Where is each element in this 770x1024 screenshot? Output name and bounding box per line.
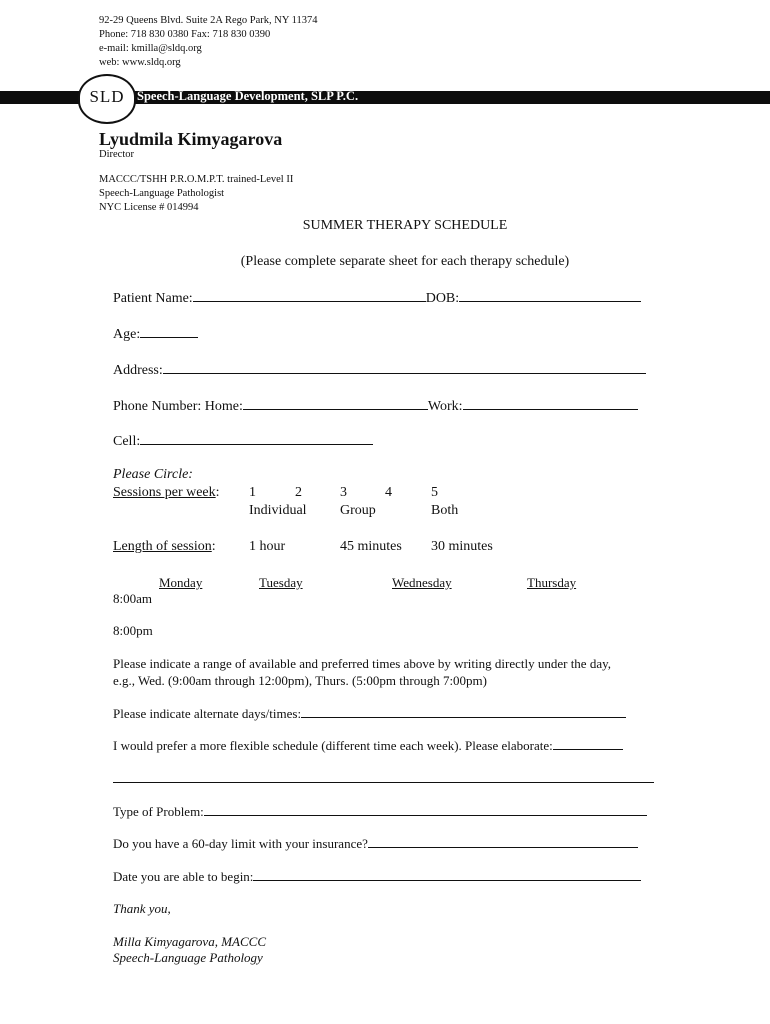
work-field[interactable] xyxy=(463,397,638,410)
day-monday: Monday xyxy=(159,575,203,590)
length-colon: : xyxy=(211,539,216,554)
cell-label: Cell: xyxy=(113,434,141,449)
director-title: Director xyxy=(99,149,134,160)
instructions-line-2: e.g., Wed. (9:00am through 12:00pm), Thurs. (5:00pm through 7:00pm) xyxy=(113,673,487,688)
day-wednesday: Wednesday xyxy=(392,575,452,590)
form-subtitle: (Please complete separate sheet for each therapy schedule) xyxy=(240,254,570,269)
address-label: Address: xyxy=(113,363,163,378)
type-group[interactable]: Group xyxy=(340,503,376,518)
session-option-4[interactable]: 4 xyxy=(385,485,392,500)
credential-2: Speech-Language Pathologist xyxy=(99,188,225,199)
address-row xyxy=(113,361,646,379)
alternate-field[interactable] xyxy=(301,705,626,718)
begin-field[interactable] xyxy=(253,868,641,881)
length-option-1-hour[interactable]: 1 hour xyxy=(249,539,286,554)
age-row xyxy=(113,325,198,343)
credential-1: MACCC/TSHH P.R.O.M.P.T. trained-Level II xyxy=(99,174,294,185)
email-line: e-mail: kmilla@sldq.org xyxy=(99,43,202,54)
problem-field[interactable] xyxy=(204,803,647,816)
dob-label: DOB: xyxy=(425,291,460,306)
session-option-3[interactable]: 3 xyxy=(340,485,347,500)
flexible-row xyxy=(113,737,623,754)
phone-fax-line: Phone: 718 830 0380 Fax: 718 830 0390 xyxy=(99,29,271,40)
session-option-2[interactable]: 2 xyxy=(295,485,302,500)
time-end: 8:00pm xyxy=(113,623,153,638)
type-both[interactable]: Both xyxy=(431,503,459,518)
session-option-5[interactable]: 5 xyxy=(431,485,438,500)
form-title: SUMMER THERAPY SCHEDULE xyxy=(302,218,508,233)
instructions-line-1: Please indicate a range of available and preferred times above by writing directly under the day, xyxy=(113,656,612,671)
cell-field[interactable] xyxy=(140,432,373,445)
type-individual[interactable]: Individual xyxy=(249,503,307,518)
length-option-45-min[interactable]: 45 minutes xyxy=(340,539,402,554)
sessions-label: Sessions per week xyxy=(113,485,216,500)
session-option-1[interactable]: 1 xyxy=(249,485,256,500)
phone-home-field[interactable] xyxy=(243,397,428,410)
problem-row xyxy=(113,803,647,820)
company-name: Speech-Language Development, SLP P.C. xyxy=(137,89,359,103)
patient-name-label: Patient Name: xyxy=(113,291,193,306)
sessions-colon: : xyxy=(215,485,220,500)
web-line: web: www.sldq.org xyxy=(99,57,181,68)
phone-home-label: Phone Number: Home: xyxy=(113,399,243,414)
director-name: Lyudmila Kimyagarova xyxy=(99,129,283,149)
sessions-label-group xyxy=(113,485,220,501)
alternate-label: Please indicate alternate days/times: xyxy=(113,706,302,721)
length-label-group xyxy=(113,539,216,555)
day-tuesday: Tuesday xyxy=(259,575,303,590)
patient-name-row xyxy=(113,289,641,307)
address-field[interactable] xyxy=(163,361,646,374)
insurance-row xyxy=(113,835,638,852)
length-label: Length of session xyxy=(113,539,212,554)
alternate-row xyxy=(113,705,626,722)
age-field[interactable] xyxy=(140,325,198,338)
please-circle-label: Please Circle: xyxy=(113,467,193,482)
length-option-30-min[interactable]: 30 minutes xyxy=(431,539,493,554)
insurance-label: Do you have a 60-day limit with your insurance? xyxy=(113,836,368,851)
thank-you: Thank you, xyxy=(113,901,171,916)
begin-label: Date you are able to begin: xyxy=(113,869,254,884)
time-start: 8:00am xyxy=(113,591,152,606)
signature-title: Speech-Language Pathology xyxy=(113,950,263,965)
work-label: Work: xyxy=(427,399,463,414)
logo-text: SLD xyxy=(89,87,125,106)
flexible-field[interactable] xyxy=(553,737,623,750)
insurance-field[interactable] xyxy=(368,835,638,848)
sld-logo xyxy=(78,74,136,124)
flexible-label: I would prefer a more flexible schedule (different time each week). Please elaborate: xyxy=(113,738,553,753)
flexible-field-line-2[interactable] xyxy=(113,770,654,783)
signature-name: Milla Kimyagarova, MACCC xyxy=(113,934,266,949)
address-line: 92-29 Queens Blvd. Suite 2A Rego Park, NY 11374 xyxy=(99,15,318,26)
dob-field[interactable] xyxy=(459,289,641,302)
age-label: Age: xyxy=(113,327,141,342)
cell-row xyxy=(113,432,373,450)
patient-name-field[interactable] xyxy=(193,289,426,302)
problem-label: Type of Problem: xyxy=(113,804,204,819)
begin-row xyxy=(113,868,641,885)
day-thursday: Thursday xyxy=(527,575,577,590)
phone-row xyxy=(113,397,638,415)
credential-3: NYC License # 014994 xyxy=(99,202,199,213)
